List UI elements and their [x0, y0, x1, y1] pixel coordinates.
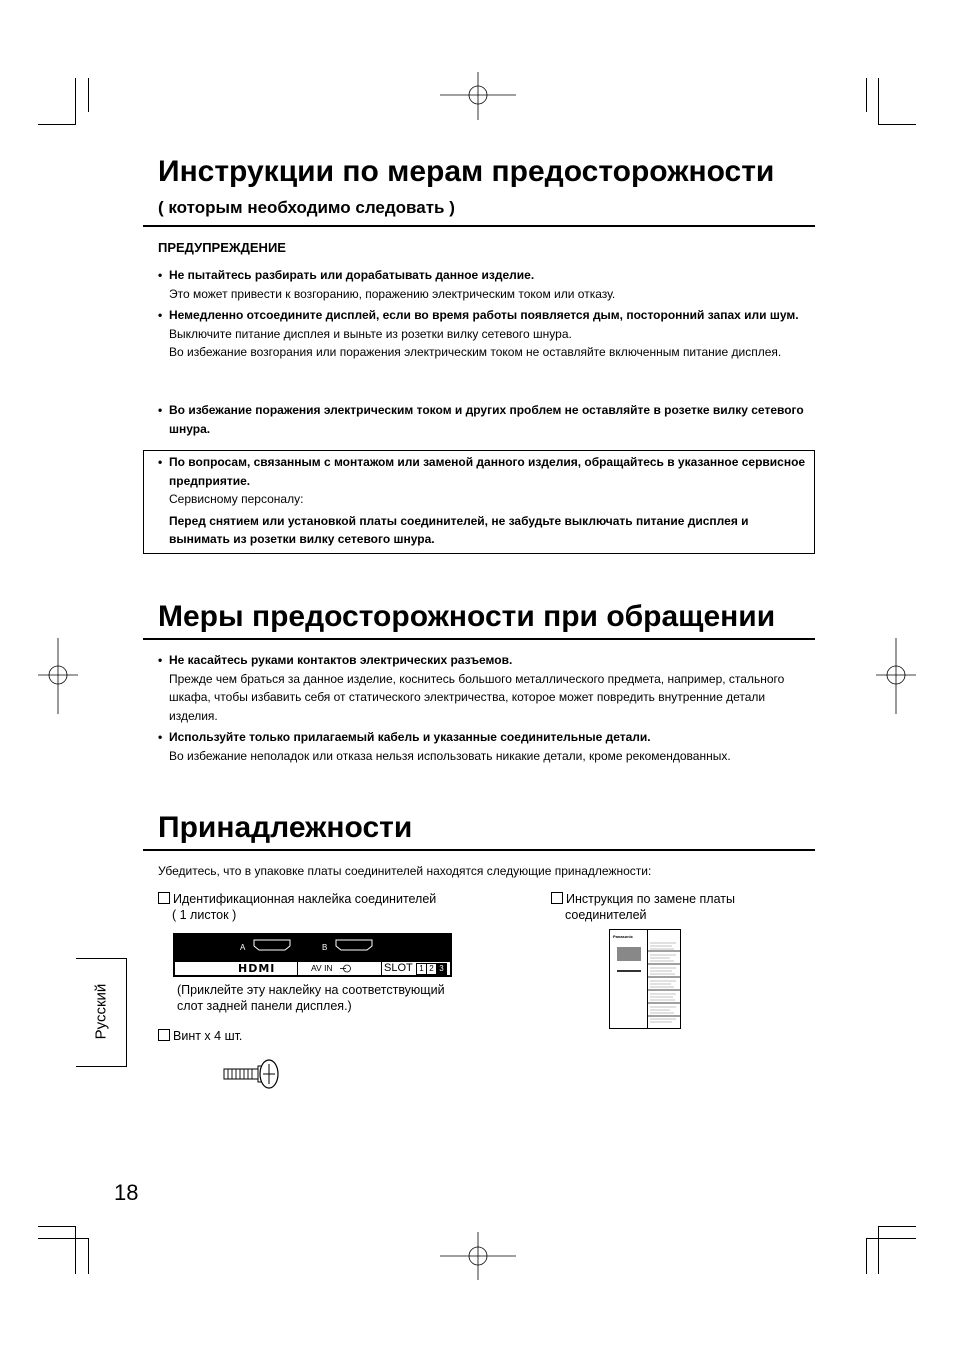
sticker-top-row — [174, 934, 451, 961]
manual-image — [617, 947, 641, 961]
hdmi-port-icon — [334, 938, 374, 952]
crop-mark — [878, 1226, 916, 1227]
page-number: 18 — [114, 1180, 139, 1205]
bullet-icon: • — [158, 455, 163, 469]
manual-line — [617, 970, 641, 972]
accessories-intro: Убедитесь, что в упаковке платы соединителей находятся следующие принадлежности: — [158, 864, 652, 878]
manual-brand: Panasonic — [613, 934, 634, 939]
section-title-handling: Меры предосторожности при обращении — [158, 600, 776, 633]
list-item-text: Это может привести к возгоранию, поражению электрическим током или отказу. — [169, 286, 616, 301]
sticker-divider — [381, 962, 382, 975]
manual-booklet-icon — [609, 929, 681, 1029]
registration-mark-icon — [440, 72, 516, 120]
slot-label: SLOT — [384, 962, 413, 974]
crop-mark — [75, 1226, 76, 1274]
section-title-accessories: Принадлежности — [158, 811, 413, 844]
accessory-label: Инструкция по замене платы — [566, 892, 735, 906]
checkbox-icon — [551, 892, 563, 904]
crop-mark — [866, 78, 867, 112]
sticker-label-a: A — [240, 943, 246, 952]
bullet-icon: • — [158, 308, 163, 322]
accessory-item-screws — [158, 1028, 242, 1044]
accessory-label: Идентификационная наклейка соединителей — [173, 892, 437, 906]
bullet-icon: • — [158, 730, 163, 744]
sticker-label-b: B — [322, 943, 328, 952]
section-subtitle: ( которым необходимо следовать ) — [158, 198, 455, 217]
list-item — [158, 453, 806, 549]
list-item — [158, 728, 808, 765]
list-item-text: Во избежание неполадок или отказа нельзя использовать никакие детали, кроме рекомендованных. — [169, 748, 731, 763]
checkbox-icon — [158, 892, 170, 904]
list-item-text: Прежде чем браться за данное изделие, коснитесь большого металлического предмета, например, стального шкафа, чтобы избавить себя от статического электричества, которое может повредить внутренние детали изделия. — [169, 671, 785, 723]
section-rule — [143, 849, 815, 851]
crop-mark — [38, 124, 76, 125]
slot-number: 3 — [437, 963, 447, 975]
list-item-bold: По вопросам, связанным с монтажом или заменой данного изделия, обращайтесь в указанное сервисное предприятие. — [169, 455, 806, 488]
list-item-bold: Немедленно отсоедините дисплей, если во время работы появляется дым, посторонний запах или шум. — [169, 308, 799, 322]
accessory-label: соединителей — [565, 908, 647, 922]
checkbox-icon — [158, 1029, 170, 1041]
crop-mark — [878, 78, 879, 125]
list-item — [158, 651, 808, 725]
sticker-divider — [297, 962, 298, 975]
hdmi-logo: HDMI — [238, 962, 276, 975]
av-in-label: AV IN — [311, 963, 333, 973]
accessory-label: Винт x 4 шт. — [173, 1029, 243, 1043]
crop-mark — [38, 1226, 76, 1227]
crop-mark — [866, 1238, 916, 1239]
language-tab-label: Русский — [92, 983, 110, 1040]
registration-mark-icon — [876, 638, 916, 714]
registration-mark-icon — [38, 638, 78, 714]
hdmi-port-icon — [252, 938, 292, 952]
section-rule — [143, 638, 815, 640]
list-item-text: Во избежание возгорания или поражения электрическим током не оставляйте включенным питание дисплея. — [169, 345, 782, 359]
slot-number: 2 — [427, 963, 437, 975]
section-rule — [143, 225, 815, 227]
list-item — [158, 266, 808, 303]
crop-mark — [38, 1238, 89, 1239]
screw-icon — [222, 1058, 280, 1090]
warning-heading: ПРЕДУПРЕЖДЕНИЕ — [158, 240, 286, 255]
accessory-item-manual — [551, 891, 735, 923]
crop-mark — [878, 124, 916, 125]
list-item — [158, 401, 808, 438]
accessory-quantity: ( 1 листок ) — [172, 908, 237, 922]
accessory-item-sticker — [158, 891, 436, 923]
list-item-bold: Не пытайтесь разбирать или дорабатывать данное изделие. — [169, 268, 535, 282]
crop-mark — [75, 78, 76, 125]
crop-mark — [88, 1238, 89, 1274]
slot-numbers — [416, 963, 447, 975]
bullet-icon: • — [158, 403, 163, 417]
slot-number: 1 — [416, 963, 427, 975]
bullet-icon: • — [158, 653, 163, 667]
manual-text-lines — [648, 938, 680, 1028]
connector-sticker — [173, 933, 452, 977]
crop-mark — [866, 1238, 867, 1274]
list-item-bold: Используйте только прилагаемый кабель и указанные соединительные детали. — [169, 730, 651, 744]
registration-mark-icon — [440, 1232, 516, 1280]
av-input-icon — [340, 964, 352, 973]
list-item-text: Сервисному персоналу: — [169, 492, 304, 506]
crop-mark — [88, 78, 89, 112]
list-item-text: Выключите питание дисплея и выньте из розетки вилку сетевого шнура. — [169, 326, 572, 341]
sticker-note-line: слот задней панели дисплея.) — [177, 999, 352, 1013]
crop-mark — [878, 1226, 879, 1274]
sticker-note-line: (Приклейте эту наклейку на соответствующий — [177, 983, 445, 997]
sticker-bottom-row — [175, 962, 450, 975]
bullet-icon: • — [158, 268, 163, 282]
list-item-bold: Во избежание поражения электрическим током и других проблем не оставляйте в розетке вилку сетевого шнура. — [169, 403, 804, 436]
list-item — [158, 306, 808, 362]
list-item-bold: Не касайтесь руками контактов электрических разъемов. — [169, 653, 513, 667]
section-title-precautions: Инструкции по мерам предосторожности — [158, 155, 775, 188]
list-item-bold: Перед снятием или установкой платы соединителей, не забудьте выключать питание дисплея и вынимать из розетки вилку сетевого шнура. — [169, 513, 749, 546]
sticker-note — [177, 982, 445, 1014]
